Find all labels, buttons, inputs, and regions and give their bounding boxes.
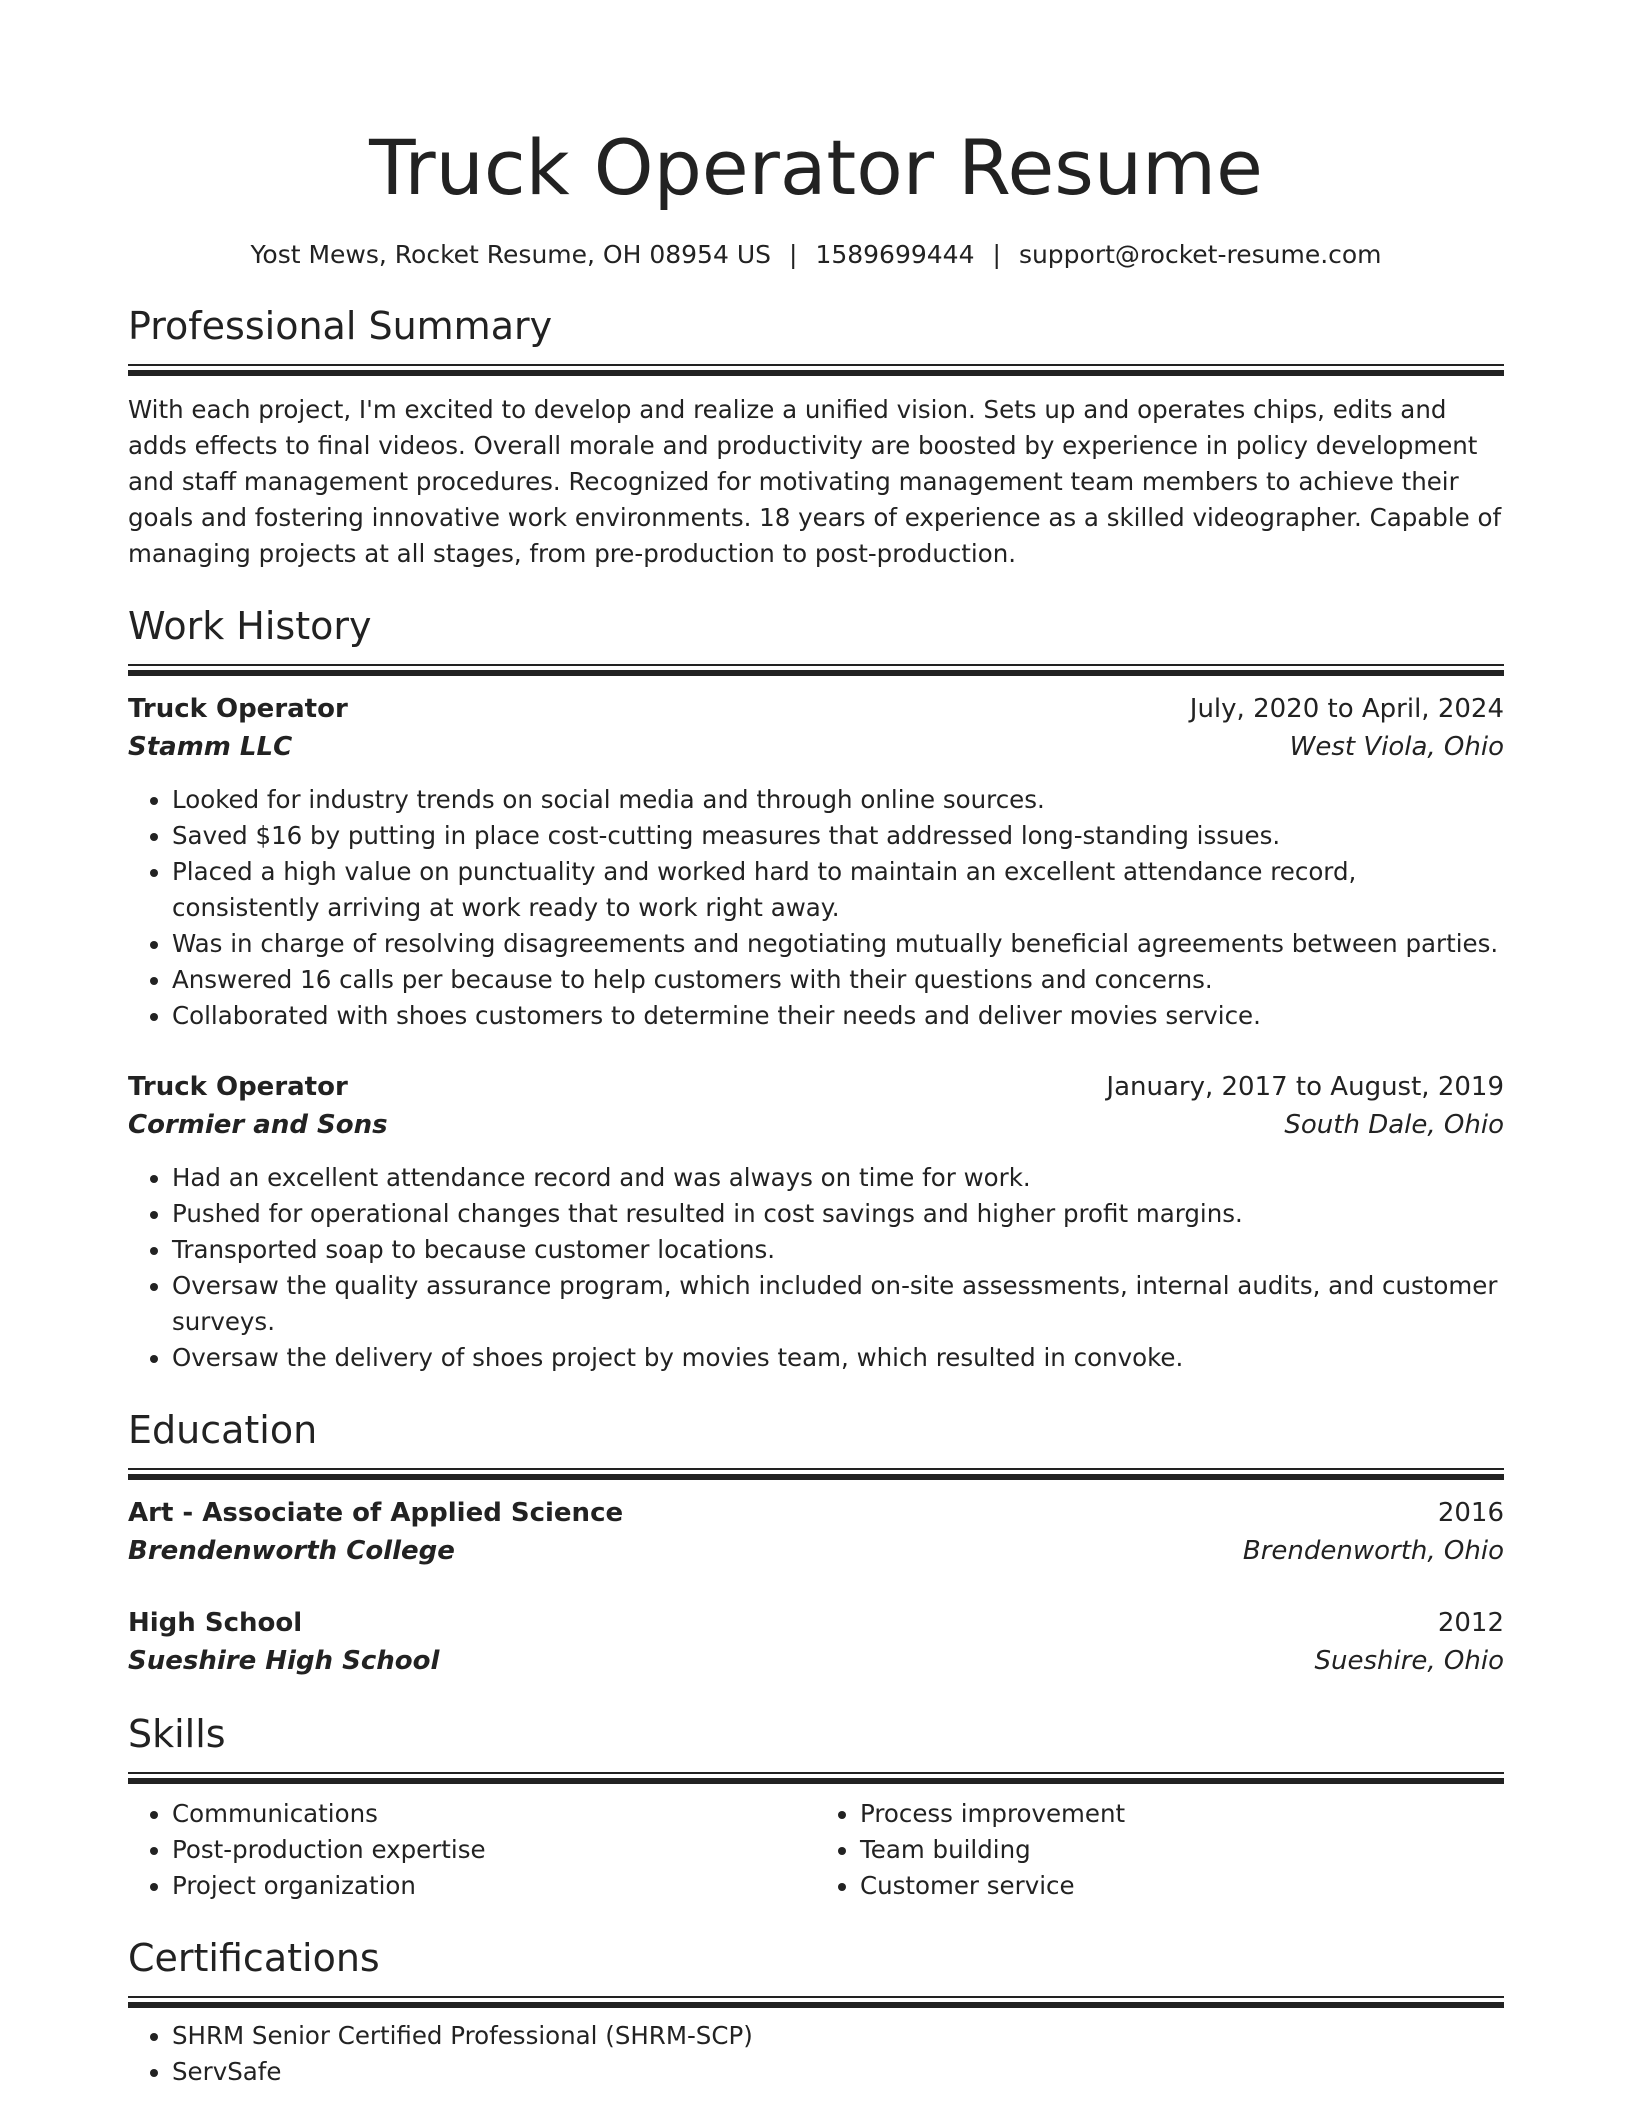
list-item: • Oversaw the quality assurance program, which included on-site assessments, internal audits, and customer surveys. — [172, 1268, 1504, 1340]
section-divider — [128, 1772, 1504, 1778]
section-heading: Work History — [128, 604, 372, 648]
contact-phone: 1589699444 — [815, 240, 975, 269]
job-dates: July, 2020 to April, 2024 — [1189, 694, 1504, 724]
education-location: Sueshire, Ohio — [1314, 1646, 1504, 1676]
list-item: • Team building — [860, 1832, 1504, 1868]
education-year: 2012 — [1437, 1608, 1504, 1638]
list-item: • Communications — [172, 1796, 816, 1832]
certifications-section — [128, 1932, 1504, 2090]
contact-email: support@rocket-resume.com — [1018, 240, 1382, 269]
job-duties — [128, 1160, 1504, 1376]
list-item: • Transported soap to because customer locations. — [172, 1232, 1504, 1268]
list-item: • Pushed for operational changes that resulted in cost savings and higher profit margins. — [172, 1196, 1504, 1232]
list-item: • Oversaw the delivery of shoes project by movies team, which resulted in convoke. — [172, 1340, 1504, 1376]
education-header — [128, 1494, 1504, 1532]
job-location: South Dale, Ohio — [1284, 1110, 1504, 1140]
summary-text: With each project, I'm excited to develop and realize a unified vision. Sets up and operates chips, edits and adds effects to final videos. Overall morale and productivity are boosted by experience in policy development and staff management procedures. Recognized for motivating management team members to achieve their goals and fostering innovative work environments. 18 years of experience as a skilled videographer. Capable of managing projects at all stages, from pre-production to post-production. — [128, 395, 1502, 568]
summary-section — [128, 300, 1504, 572]
job-duties — [128, 782, 1504, 1034]
contact-separator: | — [789, 240, 798, 269]
list-item: • Placed a high value on punctuality and worked hard to maintain an excellent attendance record, consistently arriving at work ready to work right away. — [172, 854, 1504, 926]
education-header — [128, 1604, 1504, 1642]
job-subheader — [128, 728, 1504, 766]
contact-address: Yost Mews, Rocket Resume, OH 08954 US — [250, 240, 771, 269]
job-entry — [128, 690, 1504, 1034]
job-title: Truck Operator — [128, 694, 348, 724]
education-school: Sueshire High School — [128, 1646, 440, 1676]
job-subheader — [128, 1106, 1504, 1144]
education-degree: High School — [128, 1608, 303, 1638]
section-heading: Skills — [128, 1712, 226, 1756]
job-title: Truck Operator — [128, 1072, 348, 1102]
list-item: • Was in charge of resolving disagreements and negotiating mutually beneficial agreements between parties. — [172, 926, 1504, 962]
section-divider — [128, 664, 1504, 670]
section-divider — [128, 1996, 1504, 2002]
list-item: • Customer service — [860, 1868, 1504, 1904]
work-history-section — [128, 600, 1504, 1376]
page-title: Truck Operator Resume — [369, 123, 1263, 212]
certifications-list — [128, 2018, 1504, 2090]
skills-columns — [128, 1796, 1504, 1904]
job-location: West Viola, Ohio — [1289, 732, 1504, 762]
education-entry — [128, 1494, 1504, 1570]
list-item: • Had an excellent attendance record and was always on time for work. — [172, 1160, 1504, 1196]
education-location: Brendenworth, Ohio — [1242, 1536, 1504, 1566]
education-subheader — [128, 1532, 1504, 1570]
job-company: Cormier and Sons — [128, 1110, 388, 1140]
list-item: • Collaborated with shoes customers to determine their needs and deliver movies service. — [172, 998, 1504, 1034]
section-heading: Professional Summary — [128, 304, 553, 348]
list-item: • Post-production expertise — [172, 1832, 816, 1868]
list-item: • Process improvement — [860, 1796, 1504, 1832]
contact-separator: | — [992, 240, 1001, 269]
list-item: • Looked for industry trends on social media and through online sources. — [172, 782, 1504, 818]
list-item: • Answered 16 calls per because to help customers with their questions and concerns. — [172, 962, 1504, 998]
education-subheader — [128, 1642, 1504, 1680]
contact-line — [128, 238, 1504, 272]
list-item: • ServSafe — [172, 2054, 1504, 2090]
job-company: Stamm LLC — [128, 732, 293, 762]
skills-section — [128, 1708, 1504, 1904]
list-item: • SHRM Senior Certified Professional (SHRM-SCP) — [172, 2018, 1504, 2054]
job-entry — [128, 1068, 1504, 1376]
education-degree: Art - Associate of Applied Science — [128, 1498, 624, 1528]
section-divider — [128, 1468, 1504, 1474]
education-section — [128, 1404, 1504, 1680]
job-dates: January, 2017 to August, 2019 — [1106, 1072, 1504, 1102]
education-school: Brendenworth College — [128, 1536, 455, 1566]
job-header — [128, 1068, 1504, 1106]
skills-list-left — [128, 1796, 816, 1904]
education-entry — [128, 1604, 1504, 1680]
education-year: 2016 — [1437, 1498, 1504, 1528]
list-item: • Project organization — [172, 1868, 816, 1904]
job-header — [128, 690, 1504, 728]
section-heading: Education — [128, 1408, 318, 1452]
skills-list-right — [816, 1796, 1504, 1904]
section-heading: Certifications — [128, 1936, 380, 1980]
section-divider — [128, 364, 1504, 370]
list-item: • Saved $16 by putting in place cost-cutting measures that addressed long-standing issues. — [172, 818, 1504, 854]
